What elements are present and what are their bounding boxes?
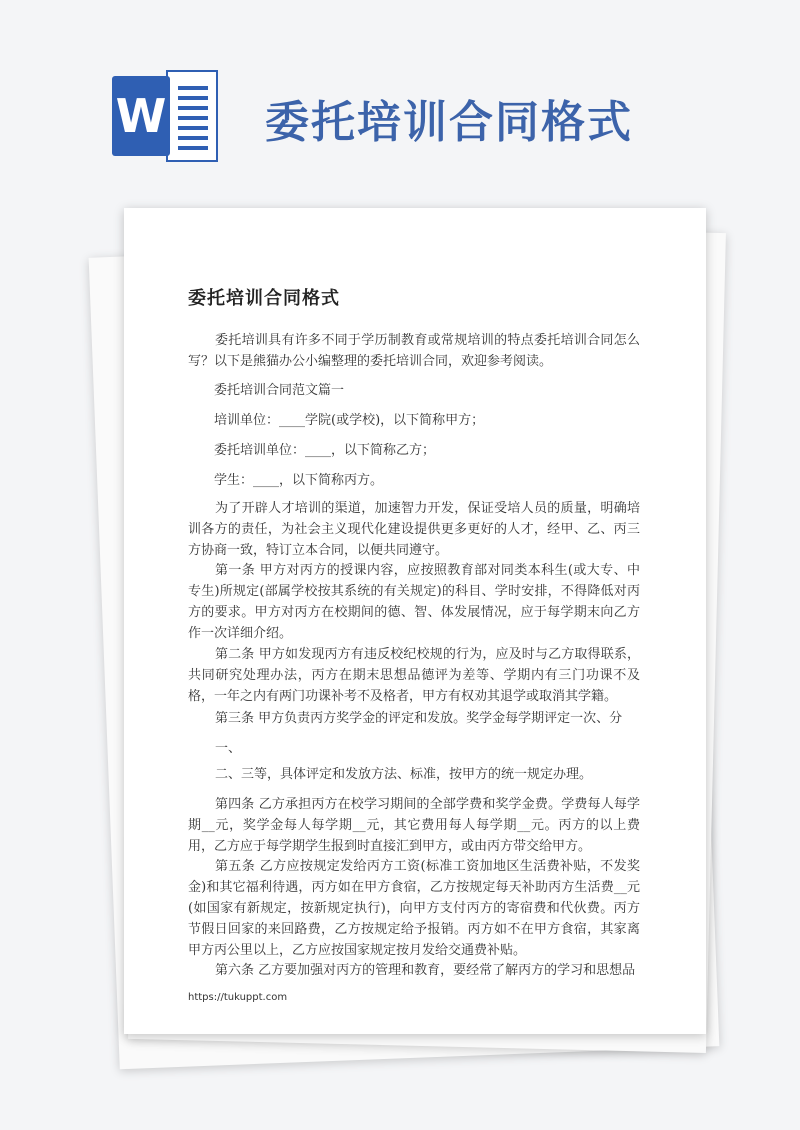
paragraph-intro: 委托培训具有许多不同于学历制教育或常规培训的特点委托培训合同怎么写？以下是熊猫办公小编整理的委托培训合同，欢迎参考阅读。 [188,333,640,369]
paragraph-party-a: 培训单位：____学院(或学校)，以下简称甲方； [214,413,485,428]
header-banner [0,0,800,210]
document-title: 委托培训合同格式 [188,288,340,309]
paragraph-article-1: 第一条 甲方对丙方的授课内容，应按照教育部对同类本科生(或大专、中专生)所规定(部属学校按其系统的有关规定)的科目、学时安排，不得降低对丙方的要求。甲方对丙方在校期间的德、智、体发展情况，应于每学期末向乙方作一次详细介绍。 [188,563,640,641]
paragraph-list-item-1: 一、 [215,741,242,756]
banner-title: 委托培训合同格式 [265,97,633,148]
paragraph-article-3: 第三条 甲方负责丙方奖学金的评定和发放。奖学金每学期评定一次、分 [215,711,623,726]
paragraph-list-item-2: 二、三等，具体评定和发放方法、标准，按甲方的统一规定办理。 [215,767,593,782]
word-document-icon [112,70,218,162]
paragraph-purpose: 为了开辟人才培训的渠道，加速智力开发，保证受培人员的质量，明确培训各方的责任，为社会主义现代化建设提供更多更好的人才，经甲、乙、丙三方协商一致，特订立本合同，以便共同遵守。 [188,501,640,558]
document-page [124,208,706,1034]
paragraph-party-b: 委托培训单位：____，以下简称乙方； [214,443,436,458]
paragraph-party-c: 学生：____，以下简称丙方。 [214,473,384,488]
paragraph-article-2: 第二条 甲方如发现丙方有违反校纪校规的行为，应及时与乙方取得联系，共同研究处理办法，丙方在期末思想品德评为差等、学期内有三门功课不及格，一年之内有两门功课补考不及格者，甲方有权劝其退学或取消其学籍。 [188,647,640,704]
paragraph-article-5: 第五条 乙方应按规定发给丙方工资(标准工资加地区生活费补贴，不发奖金)和其它福利待遇，丙方如在甲方食宿，乙方按规定每天补助丙方生活费__元(如国家有新规定，按新规定执行)，向甲方支付丙方的寄宿费和代伙费。丙方节假日回家的来回路费，乙方按规定给予报销。丙方如不在甲方食宿，其家离甲方丙公里以上，乙方应按国家规定按月发给交通费补贴。 [188,859,640,958]
document-lines-icon [166,70,218,162]
paragraph-heading: 委托培训合同范文篇一 [214,383,345,398]
paragraph-article-6: 第六条 乙方要加强对丙方的管理和教育，要经常了解丙方的学习和思想品 [215,963,636,978]
word-logo-letter: W [112,76,170,156]
footer-url-link[interactable]: https://tukuppt.com [188,992,288,1003]
paragraph-article-4: 第四条 乙方承担丙方在校学习期间的全部学费和奖学金费。学费每人每学期__元，奖学金每人每学期__元，其它费用每人每学期__元。丙方的以上费用，乙方应于每学期学生报到时直接汇到甲方，或由丙方带交给甲方。 [188,797,640,854]
